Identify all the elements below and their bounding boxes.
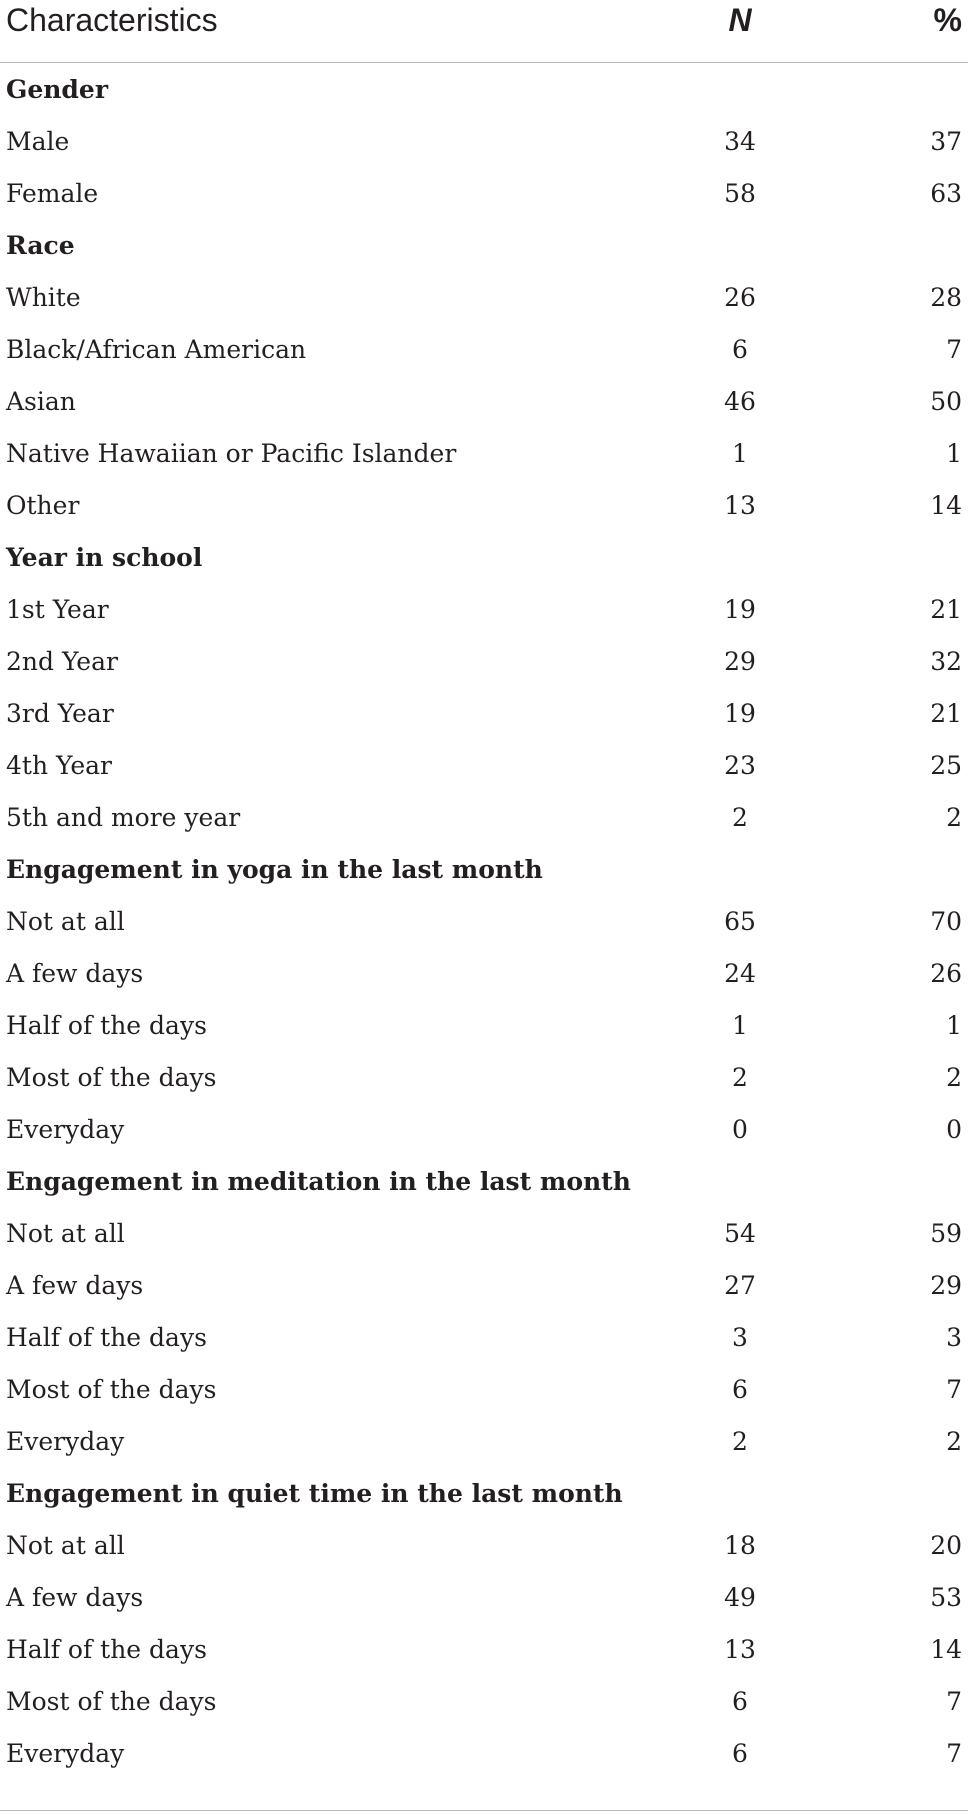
table-row xyxy=(0,583,968,635)
row-percent-value: 37 xyxy=(930,127,962,156)
row-n-value: 26 xyxy=(724,283,756,312)
row-n-value: 3 xyxy=(732,1323,748,1352)
row-n-value: 23 xyxy=(724,751,756,780)
table-row xyxy=(0,271,968,323)
row-n-value: 54 xyxy=(724,1219,756,1248)
row-percent-value: 7 xyxy=(946,1739,962,1768)
table-row xyxy=(0,1311,968,1363)
row-percent-value: 3 xyxy=(946,1323,962,1352)
table-row xyxy=(0,1675,968,1727)
group-label: Race xyxy=(6,231,75,260)
row-label: Black/African American xyxy=(6,335,307,364)
row-label: Not at all xyxy=(6,907,125,936)
row-n-value: 18 xyxy=(724,1531,756,1560)
row-label: Most of the days xyxy=(6,1375,217,1404)
row-label: Everyday xyxy=(6,1115,125,1144)
row-n-value: 1 xyxy=(732,439,748,468)
row-n-value: 19 xyxy=(724,595,756,624)
table-row xyxy=(0,635,968,687)
table-row xyxy=(0,167,968,219)
group-label: Year in school xyxy=(6,543,203,572)
header-n: N xyxy=(728,2,752,38)
row-percent-value: 14 xyxy=(930,1635,962,1664)
row-n-value: 29 xyxy=(724,647,756,676)
table-row xyxy=(0,375,968,427)
row-percent-value: 2 xyxy=(946,1063,962,1092)
row-percent-value: 29 xyxy=(930,1271,962,1300)
table-row xyxy=(0,739,968,791)
row-percent-value: 26 xyxy=(930,959,962,988)
row-percent-value: 32 xyxy=(930,647,962,676)
row-n-value: 6 xyxy=(732,1687,748,1716)
table-bottom-rule xyxy=(0,1810,968,1811)
table-row xyxy=(0,427,968,479)
row-percent-value: 21 xyxy=(930,699,962,728)
row-n-value: 2 xyxy=(732,1427,748,1456)
table-body xyxy=(0,63,968,1779)
row-n-value: 46 xyxy=(724,387,756,416)
row-n-value: 6 xyxy=(732,1739,748,1768)
row-label: Everyday xyxy=(6,1427,125,1456)
row-label: 5th and more year xyxy=(6,803,241,832)
group-label: Engagement in yoga in the last month xyxy=(6,855,543,884)
group-header-row xyxy=(0,843,968,895)
row-percent-value: 0 xyxy=(946,1115,962,1144)
table-row xyxy=(0,1727,968,1779)
row-percent-value: 1 xyxy=(946,1011,962,1040)
row-label: Everyday xyxy=(6,1739,125,1768)
row-percent-value: 53 xyxy=(930,1583,962,1612)
row-label: Female xyxy=(6,179,99,208)
row-percent-value: 25 xyxy=(930,751,962,780)
table-row xyxy=(0,1415,968,1467)
table-row xyxy=(0,687,968,739)
group-header-row xyxy=(0,531,968,583)
table-row xyxy=(0,999,968,1051)
table-row xyxy=(0,323,968,375)
table-row xyxy=(0,1623,968,1675)
group-header-row xyxy=(0,1467,968,1519)
row-n-value: 49 xyxy=(724,1583,756,1612)
row-n-value: 2 xyxy=(732,803,748,832)
row-n-value: 19 xyxy=(724,699,756,728)
row-n-value: 13 xyxy=(724,491,756,520)
table-row xyxy=(0,479,968,531)
row-label: Half of the days xyxy=(6,1323,207,1352)
row-percent-value: 2 xyxy=(946,803,962,832)
group-header-row xyxy=(0,219,968,271)
row-label: Not at all xyxy=(6,1531,125,1560)
row-label: 4th Year xyxy=(6,751,112,780)
row-label: 2nd Year xyxy=(6,647,118,676)
row-percent-value: 63 xyxy=(930,179,962,208)
table-row xyxy=(0,1259,968,1311)
row-n-value: 65 xyxy=(724,907,756,936)
table-row xyxy=(0,115,968,167)
row-n-value: 58 xyxy=(724,179,756,208)
row-label: Most of the days xyxy=(6,1063,217,1092)
row-label: Male xyxy=(6,127,70,156)
row-percent-value: 21 xyxy=(930,595,962,624)
row-n-value: 6 xyxy=(732,335,748,364)
row-label: A few days xyxy=(6,1583,144,1612)
table-header xyxy=(0,0,968,63)
table-row xyxy=(0,947,968,999)
table-row xyxy=(0,895,968,947)
row-n-value: 2 xyxy=(732,1063,748,1092)
header-percent: % xyxy=(933,2,962,38)
row-label: Other xyxy=(6,491,80,520)
row-label: White xyxy=(6,283,81,312)
table-row xyxy=(0,1519,968,1571)
row-n-value: 0 xyxy=(732,1115,748,1144)
row-label: Native Hawaiian or Pacific Islander xyxy=(6,439,457,468)
table-row xyxy=(0,791,968,843)
row-percent-value: 14 xyxy=(930,491,962,520)
group-header-row xyxy=(0,1155,968,1207)
table-row xyxy=(0,1207,968,1259)
table-row xyxy=(0,1051,968,1103)
group-label: Engagement in quiet time in the last month xyxy=(6,1479,623,1508)
header-characteristics: Characteristics xyxy=(6,2,218,38)
row-n-value: 13 xyxy=(724,1635,756,1664)
row-label: 1st Year xyxy=(6,595,109,624)
row-label: Most of the days xyxy=(6,1687,217,1716)
group-label: Engagement in meditation in the last month xyxy=(6,1167,631,1196)
group-header-row xyxy=(0,63,968,115)
row-label: Half of the days xyxy=(6,1011,207,1040)
row-percent-value: 2 xyxy=(946,1427,962,1456)
row-label: 3rd Year xyxy=(6,699,114,728)
row-percent-value: 1 xyxy=(946,439,962,468)
table-row xyxy=(0,1103,968,1155)
row-n-value: 24 xyxy=(724,959,756,988)
row-label: Not at all xyxy=(6,1219,125,1248)
table-row xyxy=(0,1571,968,1623)
row-n-value: 1 xyxy=(732,1011,748,1040)
row-label: Asian xyxy=(6,387,76,416)
row-n-value: 6 xyxy=(732,1375,748,1404)
row-label: A few days xyxy=(6,1271,144,1300)
row-percent-value: 28 xyxy=(930,283,962,312)
row-percent-value: 7 xyxy=(946,1687,962,1716)
group-label: Gender xyxy=(6,75,108,104)
row-n-value: 34 xyxy=(724,127,756,156)
row-percent-value: 20 xyxy=(930,1531,962,1560)
row-n-value: 27 xyxy=(724,1271,756,1300)
row-label: Half of the days xyxy=(6,1635,207,1664)
row-percent-value: 70 xyxy=(930,907,962,936)
table-row xyxy=(0,1363,968,1415)
row-label: A few days xyxy=(6,959,144,988)
row-percent-value: 59 xyxy=(930,1219,962,1248)
row-percent-value: 7 xyxy=(946,1375,962,1404)
row-percent-value: 50 xyxy=(930,387,962,416)
row-percent-value: 7 xyxy=(946,335,962,364)
